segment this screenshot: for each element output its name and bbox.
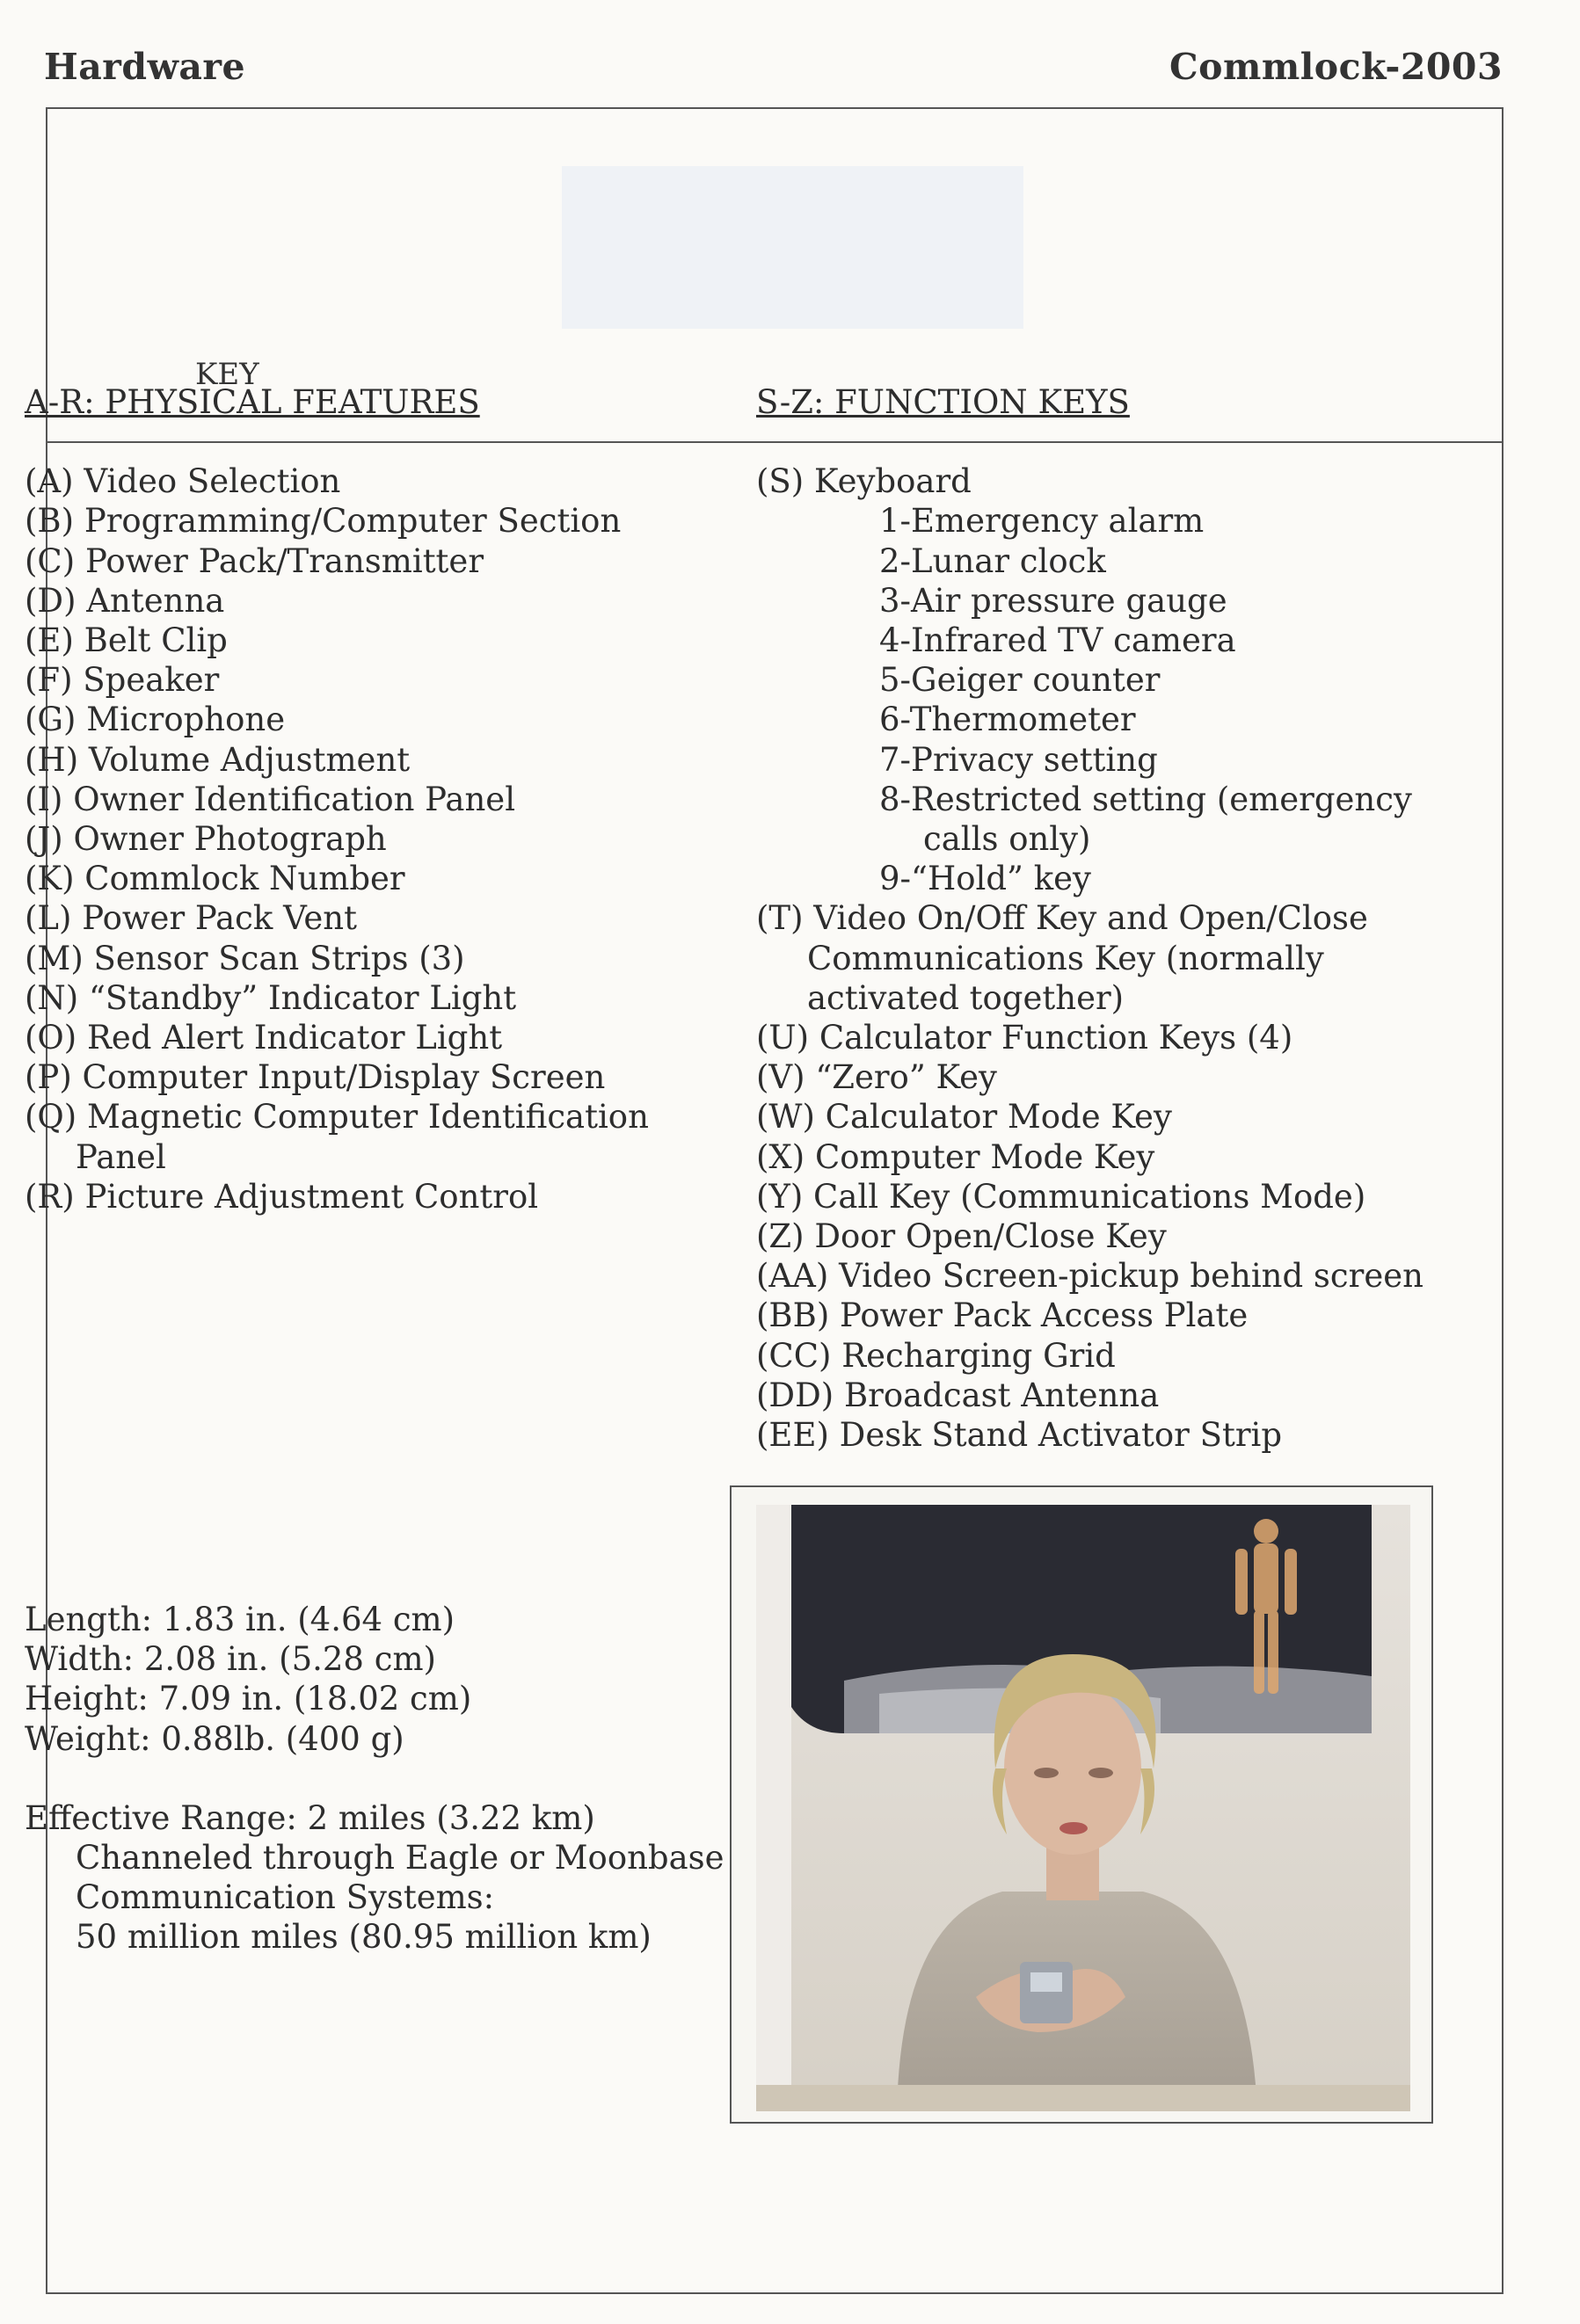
spec-range-note: Communication Systems: <box>76 1878 495 1917</box>
photo-illustration <box>756 1505 1410 2111</box>
spec-height: Height: 7.09 in. (18.02 cm) <box>25 1680 472 1718</box>
physical-feature-item: (H) Volume Adjustment <box>25 740 411 779</box>
function-key-item: (T) Video On/Off Key and Open/Close <box>756 899 1368 938</box>
spec-range-note: 50 million miles (80.95 million km) <box>76 1918 652 1957</box>
physical-feature-item: (I) Owner Identification Panel <box>25 780 516 818</box>
physical-features-column <box>25 382 746 1216</box>
spec-range: Effective Range: 2 miles (3.22 km) <box>25 1798 595 1837</box>
function-key-item: (Z) Door Open/Close Key <box>756 1217 1167 1256</box>
physical-feature-item: (F) Speaker <box>25 661 220 700</box>
function-key-item: (DD) Broadcast Antenna <box>756 1376 1160 1414</box>
function-key-item: 4-Infrared TV camera <box>879 621 1236 660</box>
function-key-item: activated together) <box>807 978 1125 1017</box>
physical-feature-item: (L) Power Pack Vent <box>25 899 358 938</box>
function-key-item: (U) Calculator Function Keys (4) <box>756 1019 1293 1057</box>
physical-feature-item: (B) Programming/Computer Section <box>25 502 622 541</box>
physical-feature-item: (G) Microphone <box>25 701 286 739</box>
physical-feature-item: (K) Commlock Number <box>25 860 405 898</box>
function-key-item: 1-Emergency alarm <box>879 502 1205 541</box>
physical-feature-item: (E) Belt Clip <box>25 621 228 660</box>
key-diagram-image <box>562 166 1023 329</box>
physical-feature-item: (O) Red Alert Indicator Light <box>25 1019 503 1057</box>
function-key-item: (BB) Power Pack Access Plate <box>756 1296 1249 1335</box>
function-key-item: (W) Calculator Mode Key <box>756 1098 1172 1137</box>
function-key-item: 7-Privacy setting <box>879 740 1158 779</box>
spec-range-note: Channeled through Eagle or Moonbase <box>76 1839 724 1877</box>
function-key-item: 3-Air pressure gauge <box>879 581 1227 620</box>
physical-feature-item: Panel <box>76 1137 166 1176</box>
physical-feature-item: (R) Picture Adjustment Control <box>25 1177 539 1216</box>
physical-feature-item: (N) “Standby” Indicator Light <box>25 978 517 1017</box>
function-key-item: Communications Key (normally <box>807 939 1324 977</box>
function-key-item: 8-Restricted setting (emergency <box>879 780 1412 818</box>
physical-feature-item: (D) Antenna <box>25 581 225 620</box>
function-key-item: 6-Thermometer <box>879 701 1136 739</box>
function-key-item: (X) Computer Mode Key <box>756 1137 1155 1176</box>
function-key-item: (S) Keyboard <box>756 462 972 501</box>
specifications <box>25 1600 781 1957</box>
photo-frame <box>730 1485 1433 2124</box>
function-key-item: 9-“Hold” key <box>879 860 1091 898</box>
function-key-item: (V) “Zero” Key <box>756 1058 997 1097</box>
function-key-item: (CC) Recharging Grid <box>756 1336 1116 1375</box>
function-keys-heading: S-Z: FUNCTION KEYS <box>756 383 1130 421</box>
function-key-item: 2-Lunar clock <box>879 541 1106 580</box>
still-photo <box>756 1505 1410 2111</box>
header-title-left: Hardware <box>44 46 246 88</box>
physical-feature-item: (P) Computer Input/Display Screen <box>25 1058 606 1097</box>
physical-feature-item: (C) Power Pack/Transmitter <box>25 541 484 580</box>
function-key-item: (Y) Call Key (Communications Mode) <box>756 1177 1366 1216</box>
physical-feature-item: (A) Video Selection <box>25 462 341 501</box>
physical-feature-item: (Q) Magnetic Computer Identification <box>25 1098 649 1137</box>
key-label: KEY <box>195 357 259 392</box>
function-key-item: 5-Geiger counter <box>879 661 1161 700</box>
spacer <box>25 1759 781 1798</box>
function-keys-list <box>756 461 1442 1455</box>
physical-feature-item: (J) Owner Photograph <box>25 820 387 859</box>
spec-weight: Weight: 0.88lb. (400 g) <box>25 1719 404 1758</box>
function-key-item: (AA) Video Screen-pickup behind screen <box>756 1257 1423 1296</box>
spec-length: Length: 1.83 in. (4.64 cm) <box>25 1601 455 1638</box>
function-key-item: calls only) <box>923 820 1091 859</box>
physical-features-list <box>25 461 746 1216</box>
spec-width: Width: 2.08 in. (5.28 cm) <box>25 1640 436 1679</box>
function-key-item: (EE) Desk Stand Activator Strip <box>756 1416 1283 1455</box>
physical-features-heading: A-R: PHYSICAL FEATURES <box>25 383 480 421</box>
header-title-right: Commlock-2003 <box>1169 46 1503 88</box>
function-keys-column <box>756 382 1442 1455</box>
physical-feature-item: (M) Sensor Scan Strips (3) <box>25 939 465 977</box>
